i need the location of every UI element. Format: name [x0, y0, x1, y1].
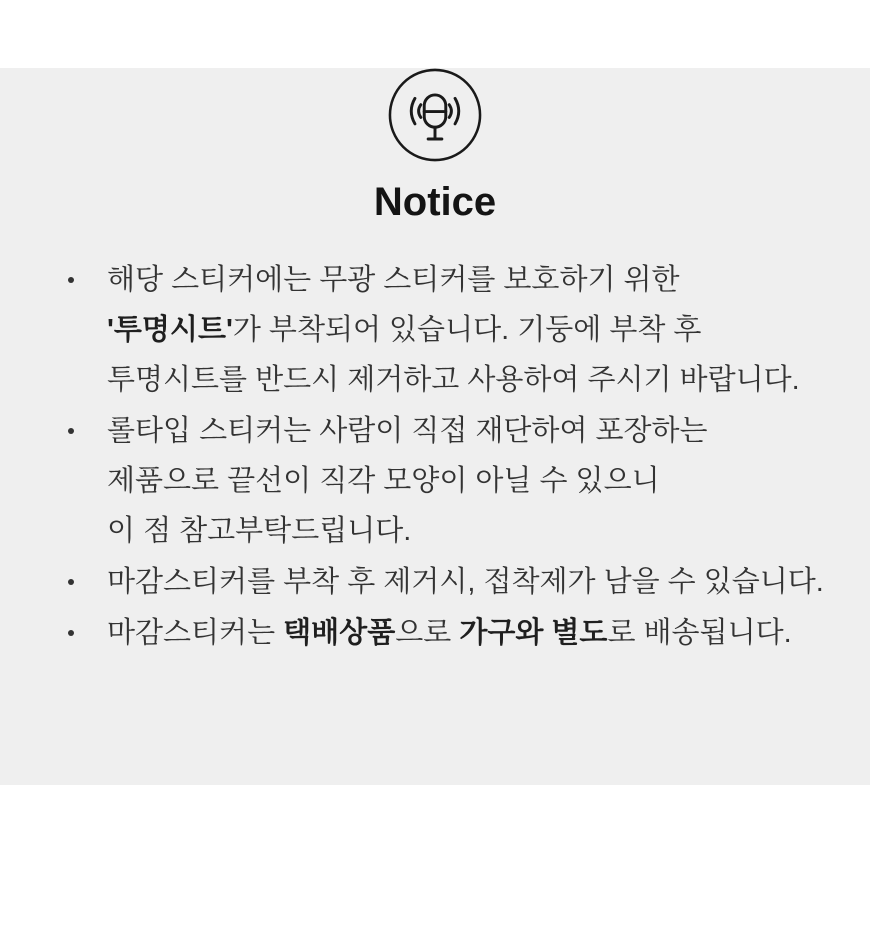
notice-title: Notice	[373, 180, 497, 224]
notice-text: 마감스티커는	[107, 617, 284, 649]
notice-text-bold: 가구와 별도	[459, 617, 608, 649]
announcement-mic-icon	[388, 68, 482, 162]
notice-section	[0, 68, 870, 785]
notice-text-bold: '투명시트'	[107, 314, 233, 346]
notice-text: 마감스티커를 부착 후 제거시, 접착제가 남을 수 있습니다.	[107, 566, 824, 598]
notice-item	[70, 406, 850, 556]
notice-text-bold: 택배상품	[283, 617, 396, 649]
notice-text: 로 배송됩니다.	[607, 617, 792, 649]
notice-text: 투명시트를 반드시 제거하고 사용하여 주시기 바랍니다.	[107, 364, 800, 396]
notice-item	[70, 608, 850, 658]
notice-list	[0, 255, 870, 658]
notice-item	[70, 255, 850, 405]
notice-text: 가 부착되어 있습니다. 기둥에 부착 후	[232, 314, 702, 346]
notice-item	[70, 557, 850, 607]
notice-text: 롤타입 스티커는 사람이 직접 재단하여 포장하는	[107, 415, 708, 447]
notice-text: 이 점 참고부탁드립니다.	[107, 515, 412, 547]
notice-text: 제품으로 끝선이 직각 모양이 아닐 수 있으니	[107, 465, 660, 497]
notice-text: 해당 스티커에는 무광 스티커를 보호하기 위한	[107, 264, 680, 296]
notice-text: 으로	[395, 617, 460, 649]
